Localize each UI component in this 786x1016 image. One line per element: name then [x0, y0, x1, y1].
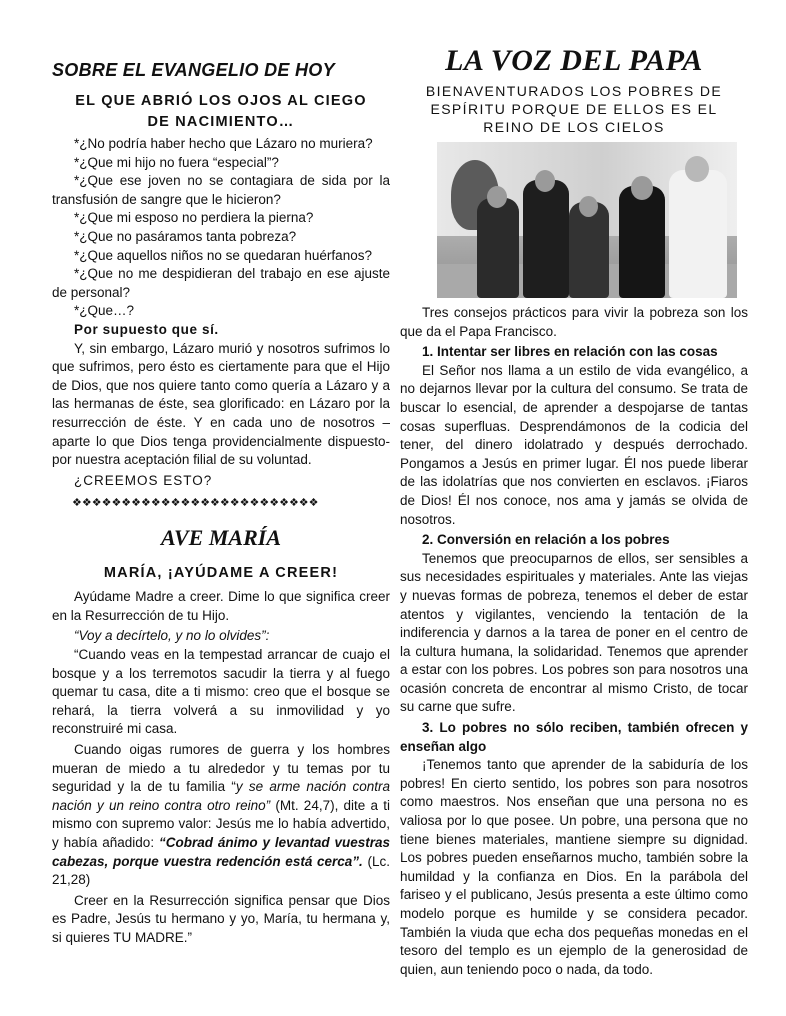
counsel-2-text: Tenemos que preocuparnos de ellos, ser sensibles a sus necesidades espirituales y materiales. Ante las viejas y nuevas formas de pobreza, tenemos el deber de estar atentos y vigilantes, venciendo la tentación de la indiferencia y darnos a la tarea de poner en el centro de la cultura humana, la solidaridad. Tenemos que aprender a estar con los pobres. Los pobres son para nosotros una ocasión concreta de encontrar al mismo Cristo, de tocar su carne que sufre. — [400, 550, 748, 715]
ave-paragraph-4: Creer en la Resurrección significa pensar que Dios es Padre, Jesús tu hermano y yo, María, tu hermana y, si quieres TU MADRE.” — [52, 892, 390, 945]
ave-p3-text-a: Cuando oigas rumores de guerra y los hombres mueran de miedo a tu alrededor y tu temas por tu seguridad y la de tu familia “ — [52, 742, 390, 795]
question-2: *¿Que mi hijo no fuera “especial”? — [74, 154, 279, 170]
pope-voice-title: LA VOZ DEL PAPA — [445, 44, 703, 77]
beatitude-line2: ESPÍRITU PORQUE DE ELLOS ES EL — [430, 101, 718, 117]
pope-photo — [437, 142, 737, 298]
ave-quote-intro: “Voy a decírtelo, y no lo olvides”: — [74, 628, 270, 644]
question-1: *¿No podría haber hecho que Lázaro no muriera? — [74, 136, 373, 151]
gospel-subtitle-line1: EL QUE ABRIÓ LOS OJOS AL CIEGO — [75, 93, 367, 109]
beatitude-line3: REINO DE LOS CIELOS — [483, 119, 665, 135]
question-4: *¿Que mi esposo no perdiera la pierna? — [74, 210, 314, 226]
answer-paragraph: Y, sin embargo, Lázaro murió y nosotros sufrimos lo que sufrimos, pero ésto es ciertamente para que el Hijo de Dios, que nos quiere tanto como quería a Lázaro y a las hermanas de éste, sea glorificado: en Lázaro por la resurrección de éste. Y en cada uno de nosotros –aparte lo que Dios tenga providencialmente dispuesto- por nuestra aceptación filial de su voluntad. — [52, 340, 390, 468]
ave-paragraph-3 — [52, 741, 390, 890]
ave-p3-italic-1: y se arme nación contra nación y un reino contra otro reino” — [52, 779, 390, 813]
question-6: *¿Que aquellos niños no se quedaran huérfanos? — [74, 247, 372, 263]
question-5: *¿Que no pasáramos tanta pobreza? — [74, 228, 297, 244]
counsel-2-heading: 2. Conversión en relación a los pobres — [422, 532, 670, 548]
counsel-3-heading: 3. Lo pobres no sólo reciben, también ofrecen y enseñan algo — [400, 720, 748, 754]
right-column — [400, 0, 748, 979]
gospel-subtitle-line2: DE NACIMIENTO… — [147, 114, 295, 130]
counsel-1-heading: 1. Intentar ser libres en relación con las cosas — [422, 344, 718, 360]
question-7: *¿Que no me despidieran del trabajo en ese ajuste de personal? — [52, 266, 390, 300]
ave-maria-title: AVE MARÍA — [160, 525, 282, 551]
pope-intro: Tres consejos prácticos para vivir la pobreza son los que da el Papa Francisco. — [400, 305, 748, 339]
counsel-1-text: El Señor nos llama a un estilo de vida evangélico, a no dejarnos llevar por la cultura del consumo. Se trata de buscar lo esencial, de aprender a despojarse de tantas cosas superfluas. Desprendámonos de la codicia del tener, del dinero idolatrado y después derrochado. Pongamos a Jesús en primer lugar. Él nos puede liberar de las idolatrías que nos convierten en esclavos. ¡Fiaros de Dios! Él nos conoce, nos ama y jamás se olvida de nosotros. — [400, 362, 748, 527]
ave-p3-text-b: (Mt. 24,7), dite a ti mismo con supremo valor: Jesús me lo había advertido, y había añadido: — [52, 797, 390, 850]
beatitude-line1: BIENAVENTURADOS LOS POBRES DE — [425, 83, 723, 99]
ave-maria-subtitle: MARÍA, ¡AYÚDAME A CREER! — [103, 565, 339, 582]
ave-paragraph-1: Ayúdame Madre a creer. Dime lo que significa creer en la Resurrección de tu Hijo. — [52, 589, 390, 623]
question-3: *¿Que ese joven no se contagiara de sida por la transfusión de sangre que le hicieron? — [52, 173, 390, 207]
left-column — [52, 0, 390, 948]
section-title: SOBRE EL EVANGELIO DE HOY — [52, 60, 335, 80]
ornament-divider: ❖❖❖❖❖❖❖❖❖❖❖❖❖❖❖❖❖❖❖❖❖❖❖❖❖ — [72, 497, 319, 510]
ave-paragraph-2: “Cuando veas en la tempestad arrancar de cuajo el bosque y a los terremotos sacudir la tierra y al fuego quemar tu casa, dite a ti mismo: creo que el bosque se rehará, la tierra volverá a su inmovilidad y yo reconstruiré mi casa. — [52, 647, 390, 737]
question-8: *¿Que…? — [74, 303, 135, 319]
answer-heading: Por supuesto que sí. — [74, 321, 219, 337]
ave-p3-italic-2: “Cobrad ánimo y levantad vuestras cabezas, porque vuestra redención está cerca”. — [52, 835, 390, 869]
closing-question: ¿CREEMOS ESTO? — [74, 472, 213, 488]
counsel-3-text: ¡Tenemos tanto que aprender de la sabiduría de los pobres! En cierto sentido, los pobres son para nosotros como maestros. Nos enseñan que una persona no es valiosa por lo que posee. Un pobre, una persona que no tiene bienes materiales, mantiene siempre su dignidad. Los pobres pueden enseñarnos mucho, también sobre la humildad y la confianza en Dios. En la parábola del fariseo y el publicano, Jesús presenta a este último como modelo porque es humilde y se considera pecador. También la viuda que echa dos pequeñas monedas en el tesoro del templo es un ejemplo de la generosidad de quien, aun teniendo poco o nada, da todo. — [400, 757, 748, 977]
ave-p3-text-c: (Lc. 21,28) — [52, 853, 390, 888]
